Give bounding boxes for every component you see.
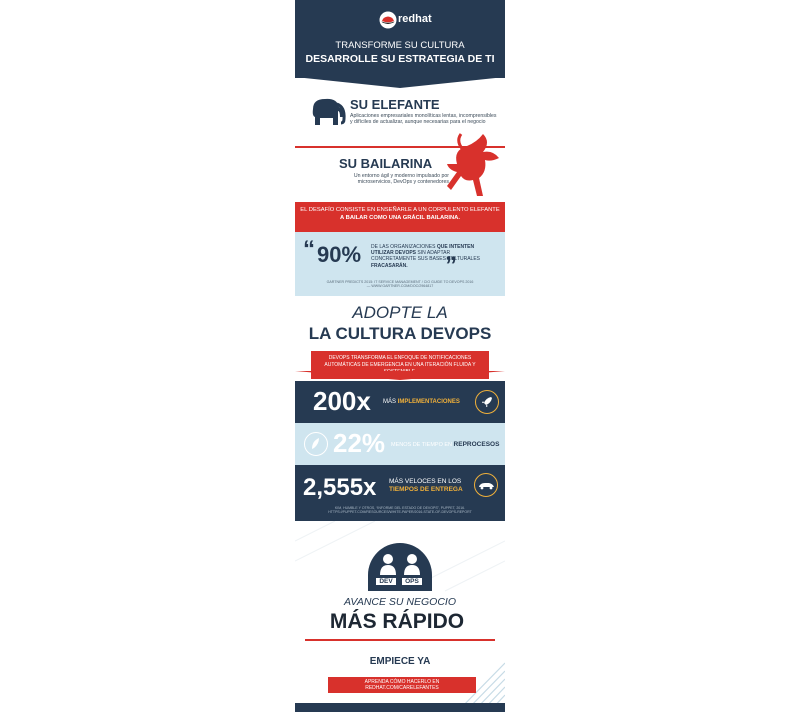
start-now-button[interactable]: EMPIECE YA <box>369 656 431 667</box>
header-chevron <box>295 77 505 89</box>
header-line-2: DESARROLLE SU ESTRATEGIA DE TI <box>305 53 495 65</box>
footer-bar <box>295 703 505 712</box>
stat-2555-value: 2,555x <box>303 474 377 501</box>
dancer-title: SU BAILARINA <box>339 156 433 171</box>
stat-90-value: 90% <box>317 242 362 267</box>
stat-200-value: 200x <box>313 386 371 416</box>
cta-line-2: MÁS RÁPIDO <box>329 610 465 633</box>
stat-200-label <box>383 399 460 405</box>
elephant-description: Aplicaciones empresariales monolíticas lentas, incomprensibles y difíciles de actualizar, aunque necesarias para el negocio <box>350 113 497 126</box>
quote-section <box>295 232 505 296</box>
stats-source: KIM, HUMBLE Y OTROS, “INFORME DEL ESTADO DE DEVOPS”, PUPPET, 2016. HTTPS://PUPPET.COM/RESOURCES/WHITE-PAPER/2016-STATE-OF-DEVOPS-REPORT <box>328 506 472 515</box>
stat-2555-label <box>389 478 479 494</box>
header <box>295 0 505 78</box>
infographic <box>295 0 505 712</box>
stat-22-value: 22% <box>333 428 386 458</box>
stat-90-text-a: DE LAS ORGANIZACIONES <box>371 244 437 250</box>
stat-90-text-c: SIN ADAPTAR CONCRETAMENTE SUS BASES CULTURALES <box>371 250 481 263</box>
car-icon <box>473 472 499 498</box>
challenge-line-1: EL DESAFÍO CONSISTE EN ENSEÑARLE A UN CORPULENTO ELEFANTE <box>300 207 500 213</box>
learn-more-link[interactable]: APRENDA CÓMO HACERLO EN REDHAT.COM/CARELEFANTES <box>328 677 476 693</box>
redhat-logo <box>379 10 432 30</box>
header-line-1: TRANSFORME SU CULTURA <box>335 40 465 51</box>
stat-row-delivery <box>295 465 505 521</box>
dev-label: DEV <box>376 578 396 585</box>
stat-90-text-d: FRACASARÁN. <box>371 262 408 269</box>
stat-90-text <box>371 244 491 269</box>
adopt-line-2: LA CULTURA DEVOPS <box>308 324 492 343</box>
dev-ops-people-icon <box>362 535 438 593</box>
close-quote-icon: ” <box>445 252 457 279</box>
redhat-logo-icon <box>379 11 397 29</box>
stat-90-text-b: QUE INTENTEN UTILIZAR DEVOPS <box>371 244 475 257</box>
dancer-description: Un entorno ágil y moderno impulsado por microservicios, DevOps y contenedores <box>353 173 449 186</box>
stat-2555-label-b: TIEMPOS DE ENTREGA <box>389 486 463 493</box>
stat-2555-label-a: MÁS VELOCES EN LOS <box>389 478 462 485</box>
dancing-elephant-icon <box>443 130 501 202</box>
cta-line-1: AVANCE SU NEGOCIO <box>343 596 457 608</box>
elephant-icon <box>307 95 347 129</box>
stat-row-implementations <box>295 381 505 423</box>
adopt-banner: DEVOPS TRANSFORMA EL ENFOQUE DE NOTIFICACIONES AUTOMÁTICAS DE EMERGENCIA EN UNA ITERACIÓN FLUIDA Y <box>311 351 489 379</box>
brand-name: redhat <box>398 13 432 25</box>
quote-source: GARTNER PREDICTS 2015: IT SERVICE MANAGEMENT / CIO GUIDE TO DEVOPS 2016 — WWW.GARTNER.COM/DOC/2964817 <box>326 280 474 289</box>
stat-200-label-b: IMPLEMENTACIONES <box>397 399 460 405</box>
stat-22-label <box>391 441 499 448</box>
stat-row-rework <box>295 423 505 465</box>
devops-section <box>295 521 505 712</box>
adopt-chevron <box>295 371 505 381</box>
ops-label: OPS <box>402 578 422 585</box>
stat-200-label-a: MÁS <box>383 399 398 405</box>
challenge-line-2: A BAILAR COMO UNA GRÁCIL BAILARINA. <box>340 215 460 221</box>
elephant-title: SU ELEFANTE <box>350 97 440 112</box>
stat-22-label-a: MENOS DE TIEMPO EN <box>391 442 454 448</box>
open-quote-icon: “ <box>303 236 315 263</box>
adopt-line-1: ADOPTE LA <box>352 303 448 322</box>
rocket-icon <box>474 389 500 415</box>
feather-icon <box>303 431 329 457</box>
stat-22-label-b: REPROCESOS <box>453 441 500 448</box>
challenge-ribbon <box>295 202 505 232</box>
cta-underline <box>305 639 495 641</box>
